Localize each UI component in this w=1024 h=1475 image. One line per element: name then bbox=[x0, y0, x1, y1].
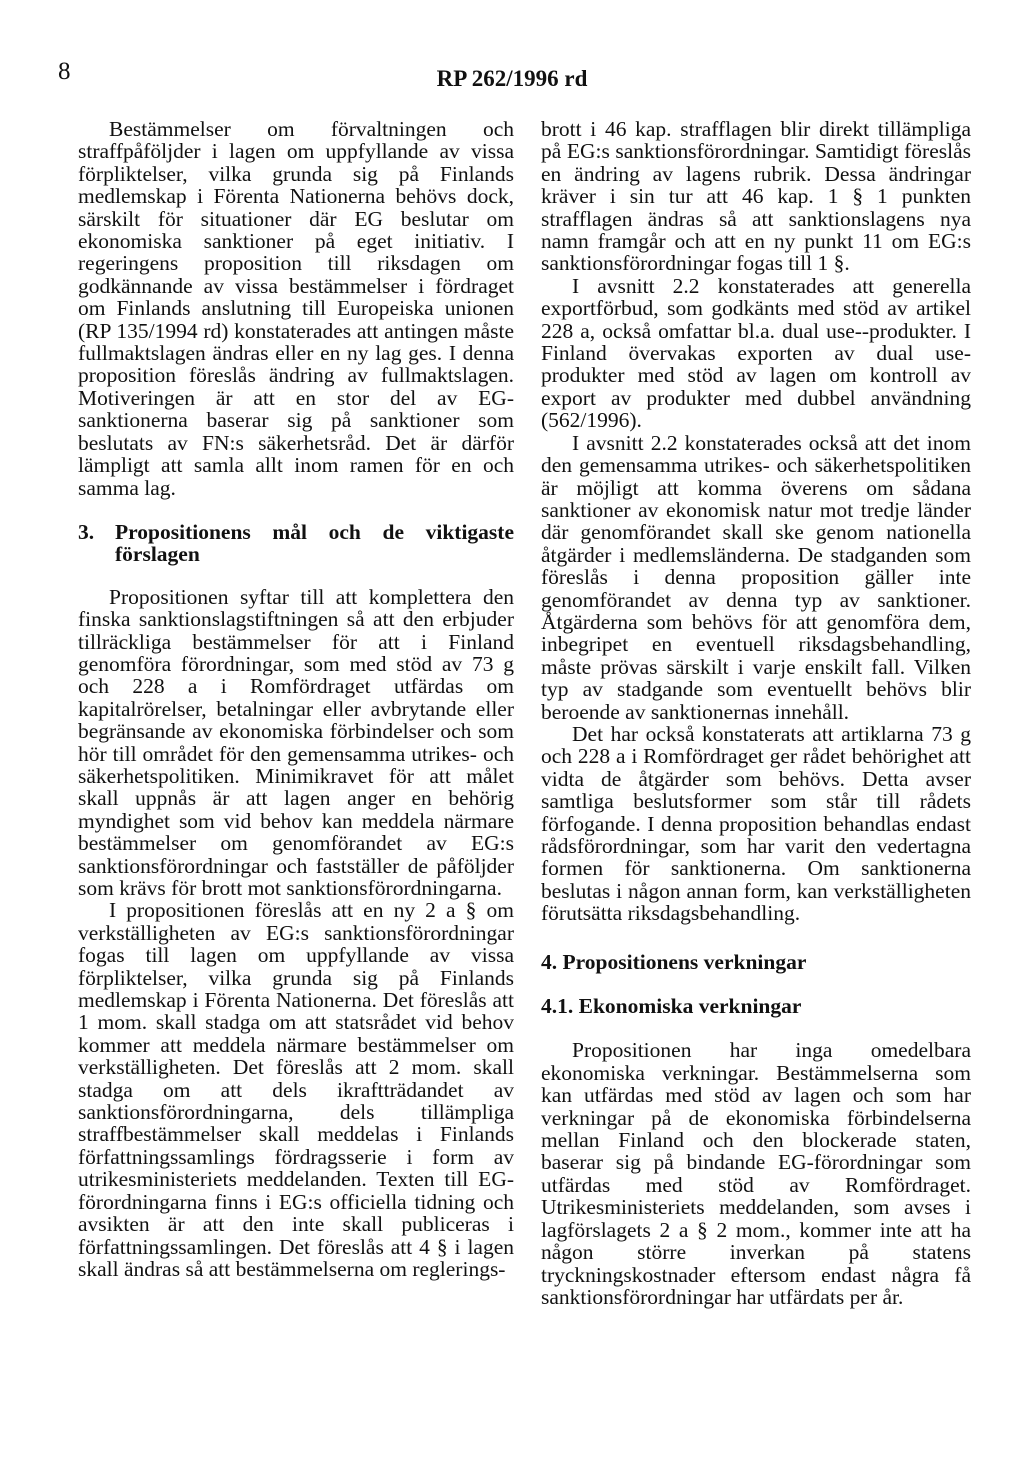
section-4-1-heading: 4.1. Ekonomiska verkningar bbox=[541, 994, 802, 1019]
paragraph: I avsnitt 2.2 konstaterades också att det inom den gemensamma utrikes- och säkerhetspolitiken är möjligt att komma överens om sådana sanktioner av ekonomisk natur mot tredje länder där genomförandet skall ske genom nationella åtgärder i medlemsländerna. De stadganden som föreslås i denna proposition gäller inte genomförandet av denna typ av sanktioner. Åtgärderna som behövs för att genomföra dem, inbegripet en eventuell riksdagsbehandling, måste prövas särskilt i varje enskilt fall. Vilken typ av stadgande som eventuellt behövs blir beroende av sanktionernas innehåll. bbox=[541, 430, 971, 724]
paragraph: Propositionen har inga omedelbara ekonomiska verkningar. Bestämmelserna som kan utfärdas med stöd av lagen och som har verkningar på de ekonomiska förbindelserna mellan Finland och den blockerade staten, baserar sig på bindande EG-förordningar som utfärdas med stöd av Romfördraget. Utrikesministeriets meddelanden, som avses i lagförslagets 2 a § 2 mom., kommer inte att ha någon större inverkan på statens tryckningskostnader eftersom endast några få sanktionsförordningar har utfärdats per år. bbox=[541, 1038, 971, 1309]
page-number: 8 bbox=[58, 58, 71, 85]
paragraph: I avsnitt 2.2 konstaterades att generella exportförbud, som godkänts med stöd av artikel 228 a, också omfattar bl.a. dual use--produkter. I Finland övervakas exporten av dual use-produkter med stöd av lagen om kontroll av export av produkter med dubbel användning (562/1996). bbox=[541, 273, 971, 433]
section-3-number: 3. bbox=[78, 519, 95, 544]
paragraph: Bestämmelser om förvaltningen och straffpåföljder i lagen om uppfyllande av vissa förpliktelser, vilka grunda sig på Finlands medlemskap i Förenta Nationerna behövs dock, särskilt för situationer där EG beslutar om ekonomiska sanktioner på eget initiativ. I regeringens proposition till riksdagen om godkännande av vissa bestämmelser i fördraget om Finlands anslutning till Europeiska unionen (RP 135/1994 rd) konstaterades att antingen måste fullmaktslagen ändras eller en ny lag ges. I denna proposition föreslås ändring av fullmaktslagen. Motiveringen är att en stor del av EG-sanktionerna baserar sig på sanktioner som beslutats av FN:s säkerhetsråd. Det är därför lämpligt att samla allt inom ramen för en och samma lag. bbox=[78, 117, 514, 500]
paragraph: brott i 46 kap. strafflagen blir direkt tillämpliga på EG:s sanktionsförordningar. Samtidigt föreslås en ändring av lagens rubrik. Dessa ändringar kräver i sin tur att 46 kap. 1 § 1 punkten strafflagen ändras så att sanktionslagens nya namn framgår och att en ny punkt 11 om EG:s sanktionsförordningar fogas till 1 §. bbox=[541, 117, 971, 276]
paragraph: Propositionen syftar till att komplettera den finska sanktionslagstiftningen så att den erbjuder tillräckliga bestämmelser för att i Finland genomföra förordningar, som med stöd av 73 g och 228 a i Romfördraget utfärdas om kapitalrörelser, betalningar eller avbrytande eller begränsande av ekonomiska förbindelser och som hör till området för den gemensamma utrikes- och säkerhetspolitiken. Minimikravet för att målet skall uppnås är att lagen anger en behörig myndighet som vid behov kan meddela närmare bestämmelser om genomförandet av EG:s sanktionsförordningar och fastställer de påföljder som krävs för brott mot sanktionsförordningarna. bbox=[78, 584, 514, 900]
paragraph: Det har också konstaterats att artiklarna 73 g och 228 a i Romfördraget ger rådet behörighet att vidta de åtgärder som behövs. Detta avser samtliga beslutsformer som står till rådets förfogande. I denna proposition behandlas endast rådsförordningar, som har varit den vedertagna formen för sanktionerna. Om sanktionerna beslutas i någon annan form, kan verkställigheten förutsätta riksdagsbehandling. bbox=[541, 721, 971, 926]
running-title: RP 262/1996 rd bbox=[436, 66, 588, 91]
section-4-heading: 4. Propositionens verkningar bbox=[541, 949, 807, 974]
section-3-heading bbox=[78, 521, 514, 566]
left-column bbox=[78, 118, 514, 1280]
paragraph: I propositionen föreslås att en ny 2 a § om verkställigheten av EG:s sanktionsförordningar fogas till lagen om uppfyllande av vissa förpliktelser, vilka grunda sig på Finlands medlemskap i Förenta Nationerna. Det föreslås att 1 mom. skall stadga om att statsrådet vid behov kommer att meddela närmare bestämmelser om verkställigheten. Det föreslås att 2 mom. skall stadga om att dels ikraftträdandet av sanktionsförordningarna, dels tillämpliga straffbestämmelser skall meddelas i Finlands författningssamlings fördragsserie i form av utrikesministeriets meddelanden. Texten till EG-förordningarna finns i EG:s officiella tidning och avsikten är att den inte skall publiceras i författningssamlingen. Det föreslås att 4 § i lagen skall ändras så att bestämmelserna om reglerings- bbox=[78, 898, 514, 1281]
right-column bbox=[541, 118, 971, 1308]
section-3-title: Propositionens mål och de viktigaste förslagen bbox=[115, 519, 514, 567]
